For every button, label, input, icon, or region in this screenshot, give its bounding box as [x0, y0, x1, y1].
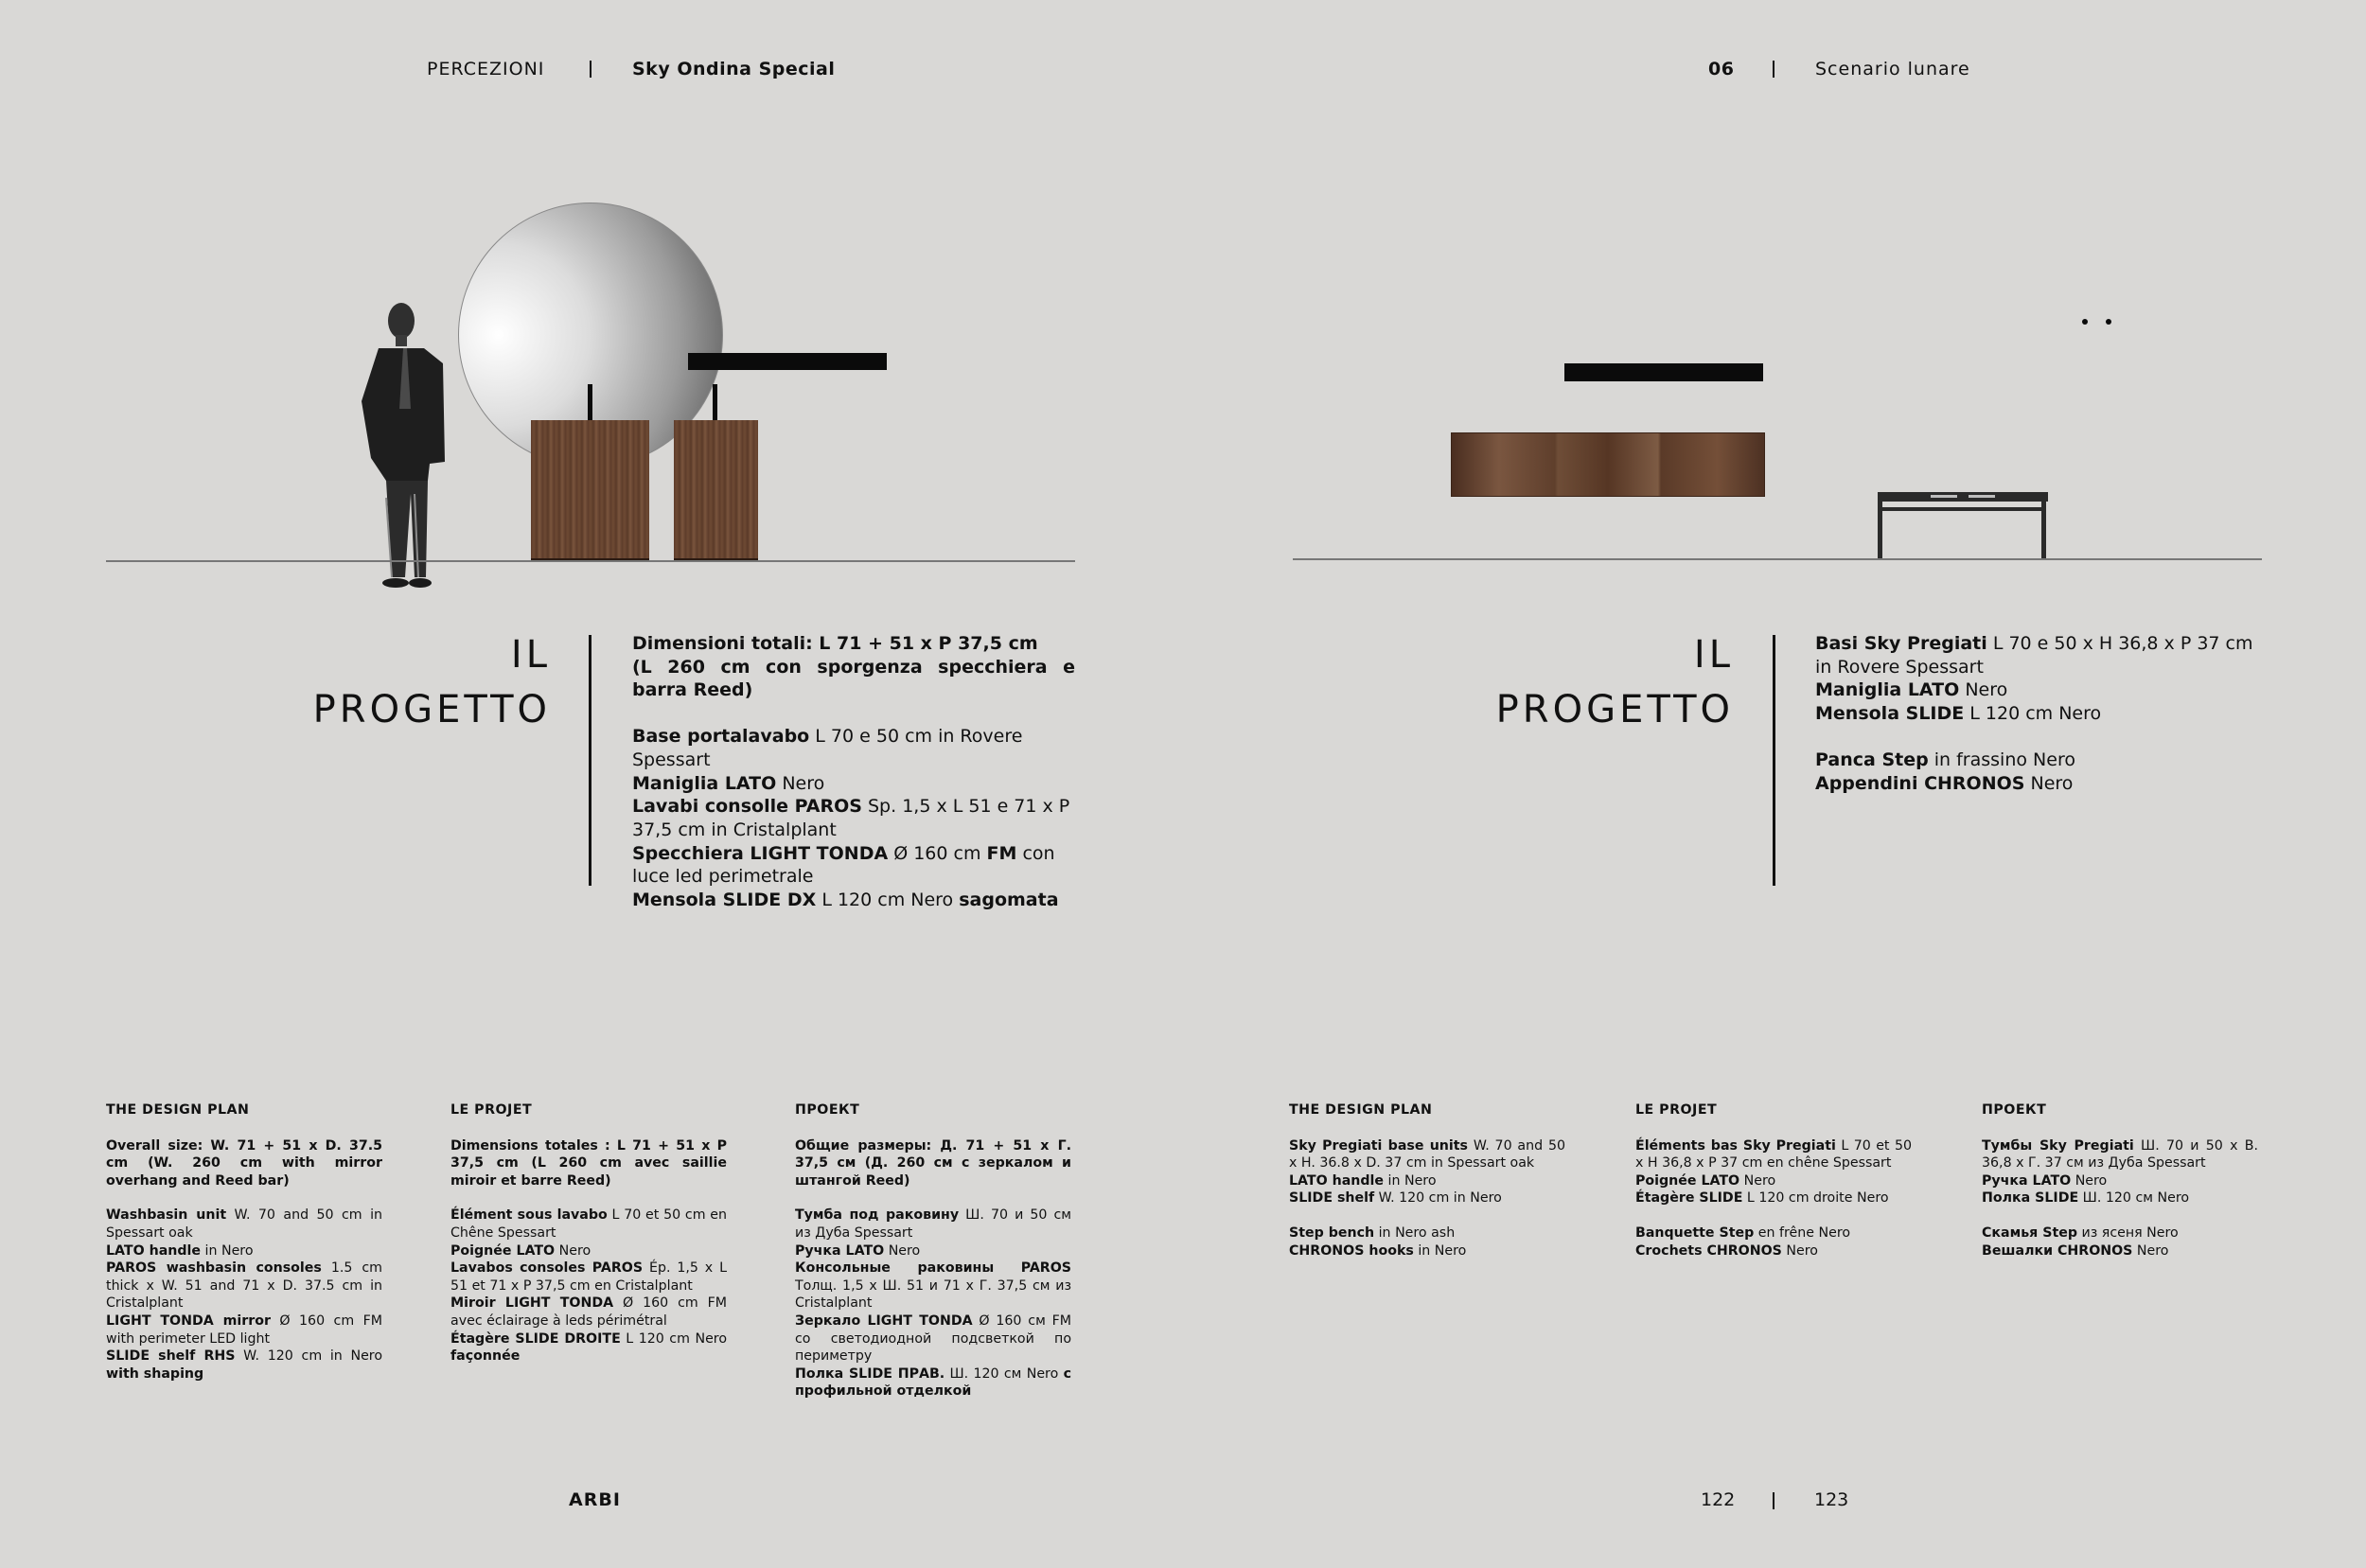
spec-line: Panca Step in frassino Nero — [1815, 749, 2075, 770]
spec-line: Miroir LIGHT TONDA Ø 160 cm FM avec éclairage à leds périmétral — [450, 1295, 727, 1329]
chapter-number: 06 — [1708, 59, 1735, 79]
header-product-title: Sky Ondina Special — [632, 59, 836, 79]
floor-line-left — [106, 560, 1075, 562]
overall-size: Общие размеры: Д. 71 + 51 x Г. 37,5 см (Д. 260 см с зеркалом и штангой Reed) — [795, 1137, 1071, 1189]
spec-line: Step bench in Nero ash — [1289, 1224, 1456, 1241]
section-label: PERCEZIONI — [427, 59, 545, 79]
project-heading-line1: IL — [510, 633, 551, 677]
project-heading-line1: IL — [1693, 633, 1734, 677]
spec-line: LATO handle in Nero — [106, 1242, 254, 1259]
faucet-left — [588, 384, 592, 420]
step-bench-icon — [1878, 488, 2050, 564]
spec-line: Консольные раковины PAROS Толщ. 1,5 x Ш. 51 и 71 x Г. 37,5 см из Cristalplant — [795, 1260, 1071, 1312]
spec-line: Basi Sky Pregiati L 70 e 50 x H 36,8 x P 37 cm in Rovere Spessart — [1815, 633, 2253, 678]
spec-line: CHRONOS hooks in Nero — [1289, 1242, 1467, 1259]
page-number-left: 122 — [1701, 1489, 1736, 1510]
chapter-title: Scenario lunare — [1815, 59, 1970, 79]
spec-line: Тумба под раковину Ш. 70 и 50 см из Дуба Spessart — [795, 1207, 1072, 1241]
overall-size: Dimensioni totali: L 71 + 51 x P 37,5 cm — [632, 633, 1038, 654]
column-heading: ПРОЕКТ — [1982, 1102, 2047, 1118]
brand-name: ARBI — [569, 1489, 621, 1510]
spec-line: Sky Pregiati base units W. 70 and 50 x H. 36.8 x D. 37 cm in Spessart oak — [1289, 1137, 1565, 1172]
project-heading-right — [1467, 627, 1734, 737]
translation-column-en — [1289, 1101, 1565, 1260]
project-specs-right — [1815, 632, 2265, 795]
chronos-hook-icon — [2106, 319, 2111, 325]
overall-size: Overall size: W. 71 + 51 x D. 37.5 cm (W. 260 cm with mirror overhang and Reed bar) — [106, 1137, 382, 1189]
chronos-hook-icon — [2082, 319, 2088, 325]
spec-line: Appendini CHRONOS Nero — [1815, 772, 2074, 794]
translation-column-ru — [1982, 1101, 2258, 1260]
spec-line: Тумбы Sky Pregiati Ш. 70 и 50 x В. 36,8 x Г. 37 см из Дуба Spessart — [1982, 1137, 2258, 1172]
floor-line-right — [1293, 558, 2262, 560]
spec-line: PAROS washbasin consoles 1.5 cm thick x W. 51 and 71 x D. 37.5 cm in Cristalplant — [106, 1260, 383, 1312]
project-divider-left — [589, 635, 592, 886]
spec-line: Specchiera LIGHT TONDA Ø 160 cm FM con luce led perimetrale — [632, 842, 1055, 888]
spec-line: Ручка LATO Nero — [1982, 1172, 2108, 1189]
spec-line: Washbasin unit W. 70 and 50 cm in Spessart oak — [106, 1207, 383, 1241]
column-heading: LE PROJET — [450, 1102, 533, 1118]
slide-shelf — [1564, 363, 1763, 381]
left-elevation-drawing — [0, 0, 1183, 606]
washbasin-base-right — [674, 420, 758, 561]
spec-line: Lavabi consolle PAROS Sp. 1,5 x L 51 e 71 x P 37,5 cm in Cristalplant — [632, 796, 1070, 840]
spec-line: Élément sous lavabo L 70 et 50 cm en Chêne Spessart — [450, 1207, 728, 1241]
overall-size-note: (L 260 cm con sporgenza specchiera e barra Reed) — [632, 656, 1075, 701]
right-elevation-drawing — [1183, 0, 2366, 606]
project-specs-left — [632, 632, 1075, 912]
spec-line: Base portalavabo L 70 e 50 cm in Rovere Spessart — [632, 726, 1023, 770]
translation-column-en — [106, 1101, 382, 1383]
spec-line: Скамья Step из ясеня Nero — [1982, 1224, 2179, 1241]
column-heading: LE PROJET — [1635, 1102, 1718, 1118]
spec-line: Зеркало LIGHT TONDA Ø 160 см FM со светодиодной подсветкой по периметру — [795, 1313, 1071, 1365]
spec-line: LATO handle in Nero — [1289, 1172, 1437, 1189]
spec-line: Mensola SLIDE DX L 120 cm Nero sagomata — [632, 890, 1059, 911]
spec-line: SLIDE shelf RHS W. 120 cm in Nero with shaping — [106, 1348, 382, 1382]
slide-shelf — [688, 353, 887, 370]
spec-line: Maniglia LATO Nero — [1815, 679, 2008, 701]
spec-line: Éléments bas Sky Pregiati L 70 et 50 x H 36,8 x P 37 cm en chêne Spessart — [1635, 1137, 1912, 1172]
translation-column-fr — [450, 1101, 727, 1365]
page-number-right: 123 — [1814, 1489, 1849, 1510]
project-heading-line2: PROGETTO — [312, 688, 551, 731]
overall-size: Dimensions totales : L 71 + 51 x P 37,5 cm (L 260 cm avec saillie miroir et barre Reed) — [450, 1137, 727, 1189]
column-heading: THE DESIGN PLAN — [1289, 1102, 1433, 1118]
spec-line: SLIDE shelf W. 120 cm in Nero — [1289, 1190, 1502, 1207]
project-heading-line2: PROGETTO — [1495, 688, 1734, 731]
sky-pregiati-base-units — [1451, 432, 1765, 497]
spec-line: Étagère SLIDE L 120 cm droite Nero — [1635, 1190, 1889, 1207]
spec-line: Mensola SLIDE L 120 cm Nero — [1815, 703, 2102, 725]
column-heading: ПРОЕКТ — [795, 1102, 860, 1118]
spec-line: Banquette Step en frêne Nero — [1635, 1224, 1851, 1241]
spec-line: Poignée LATO Nero — [450, 1242, 592, 1259]
spec-line: Вешалки CHRONOS Nero — [1982, 1242, 2169, 1259]
translation-column-ru — [795, 1101, 1071, 1401]
spec-line: Полка SLIDE Ш. 120 см Nero — [1982, 1190, 2190, 1207]
spec-line: Maniglia LATO Nero — [632, 772, 825, 794]
spec-line: Crochets CHRONOS Nero — [1635, 1242, 1818, 1259]
column-heading: THE DESIGN PLAN — [106, 1102, 250, 1118]
washbasin-base-left — [531, 420, 649, 561]
footer-divider — [1773, 1492, 1774, 1509]
human-figure-icon — [358, 295, 449, 598]
spec-line: Poignée LATO Nero — [1635, 1172, 1776, 1189]
faucet-right — [713, 384, 717, 420]
project-heading-left — [284, 627, 551, 737]
spec-line: Lavabos consoles PAROS Ép. 1,5 x L 51 et 71 x P 37,5 cm en Cristalplant — [450, 1260, 727, 1294]
spec-line: LIGHT TONDA mirror Ø 160 cm FM with perimeter LED light — [106, 1313, 382, 1347]
spec-line: Étagère SLIDE DROITE L 120 cm Nero façonnée — [450, 1330, 727, 1365]
translation-column-fr — [1635, 1101, 1912, 1260]
spec-line: Полка SLIDE ПРАВ. Ш. 120 см Nero с профильной отделкой — [795, 1365, 1071, 1400]
spec-line: Ручка LATO Nero — [795, 1242, 921, 1259]
project-divider-right — [1773, 635, 1775, 886]
